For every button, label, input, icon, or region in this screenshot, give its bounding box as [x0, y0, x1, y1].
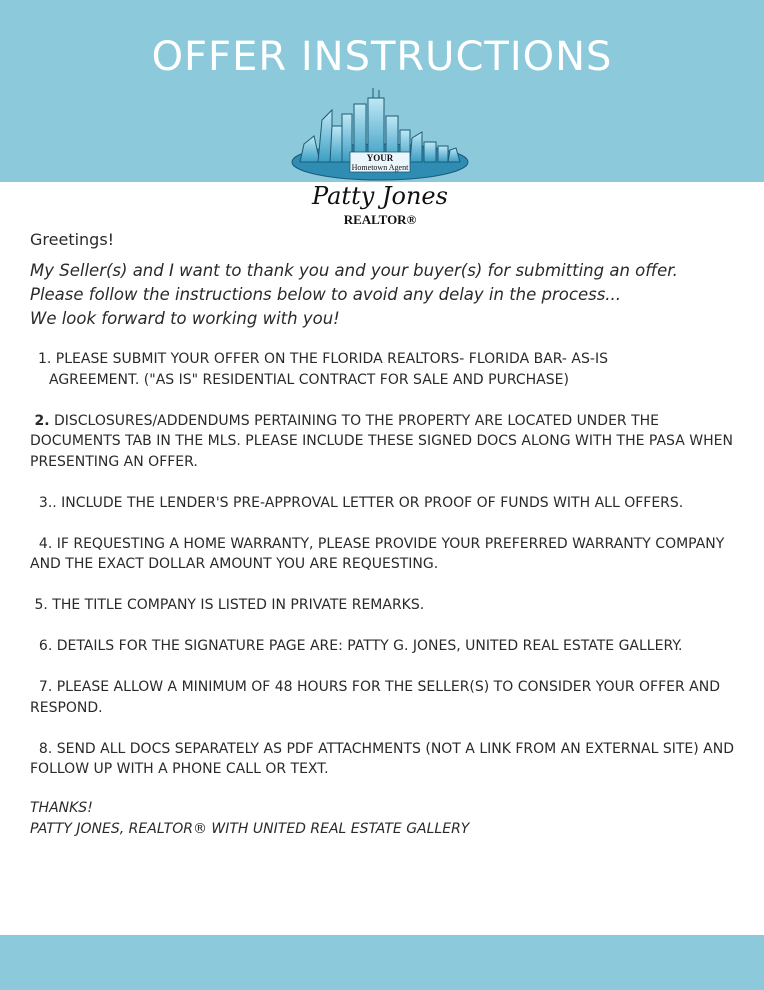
- page-title: OFFER INSTRUCTIONS: [151, 34, 613, 80]
- instruction-item-7-text: 7. PLEASE ALLOW A MINIMUM OF 48 HOURS FOR THE SELLER(S) TO CONSIDER YOUR OFFER AND RESPOND.: [30, 679, 720, 716]
- instruction-item-1-line1: 1. PLEASE SUBMIT YOUR OFFER ON THE FLORIDA REALTORS- FLORIDA BAR- AS-IS: [38, 351, 608, 367]
- realtor-logo: [280, 86, 480, 226]
- intro-line: Please follow the instructions below to avoid any delay in the process...: [30, 285, 622, 304]
- instruction-item-8: [30, 739, 740, 780]
- intro-line: My Seller(s) and I want to thank you and your buyer(s) for submitting an offer.: [30, 261, 678, 280]
- logo-tagline-line1: YOUR: [366, 153, 394, 163]
- closing: [30, 798, 740, 839]
- greeting: Greetings!: [30, 230, 115, 249]
- signature-text: PATTY JONES, REALTOR® WITH UNITED REAL ESTATE GALLERY: [30, 820, 470, 837]
- instruction-item-7: [30, 677, 740, 718]
- instruction-item-3-text: 3.. INCLUDE THE LENDER'S PRE-APPROVAL LETTER OR PROOF OF FUNDS WITH ALL OFFERS.: [38, 494, 684, 511]
- instruction-item-1: [30, 349, 740, 390]
- intro-paragraph: [30, 259, 740, 331]
- intro-line: We look forward to working with you!: [30, 309, 340, 328]
- instruction-item-4: [30, 534, 740, 575]
- instruction-item-5-text: 5. THE TITLE COMPANY IS LISTED IN PRIVATE REMARKS.: [34, 597, 425, 613]
- instruction-item-2-text: DISCLOSURES/ADDENDUMS PERTAINING TO THE PROPERTY ARE LOCATED UNDER THE DOCUMENTS TAB IN THE MLS. PLEASE INCLUDE THESE SIGNED DOCS ALONG WITH THE PASA WHEN PRESENTING AN OFFER.: [30, 412, 733, 470]
- thanks-text: THANKS!: [30, 800, 93, 816]
- logo-name: Patty Jones: [312, 182, 448, 210]
- instruction-item-2: [30, 411, 740, 473]
- instruction-item-5: [30, 595, 740, 616]
- instruction-item-6: [30, 636, 740, 657]
- footer-band: [0, 935, 764, 990]
- instruction-item-1-line2: AGREEMENT. ("AS IS" RESIDENTIAL CONTRACT FOR SALE AND PURCHASE): [49, 371, 569, 388]
- instruction-item-3: [30, 493, 740, 514]
- instructions-content: [30, 230, 740, 839]
- instruction-item-4-text: 4. IF REQUESTING A HOME WARRANTY, PLEASE PROVIDE YOUR PREFERRED WARRANTY COMPANY AND THE EXACT DOLLAR AMOUNT YOU ARE REQUESTING.: [30, 535, 725, 572]
- logo-designation: REALTOR®: [343, 212, 417, 227]
- instruction-item-8-text: 8. SEND ALL DOCS SEPARATELY AS PDF ATTACHMENTS (NOT A LINK FROM AN EXTERNAL SITE) AND FOLLOW UP WITH A PHONE CALL OR TEXT.: [30, 740, 734, 777]
- instruction-item-6-text: 6. DETAILS FOR THE SIGNATURE PAGE ARE: PATTY G. JONES, UNITED REAL ESTATE GALLERY.: [38, 638, 683, 654]
- city-skyline-icon: [280, 86, 480, 182]
- instruction-item-2-number: 2.: [34, 412, 50, 429]
- logo-tagline-line2: Hometown Agent: [351, 163, 409, 172]
